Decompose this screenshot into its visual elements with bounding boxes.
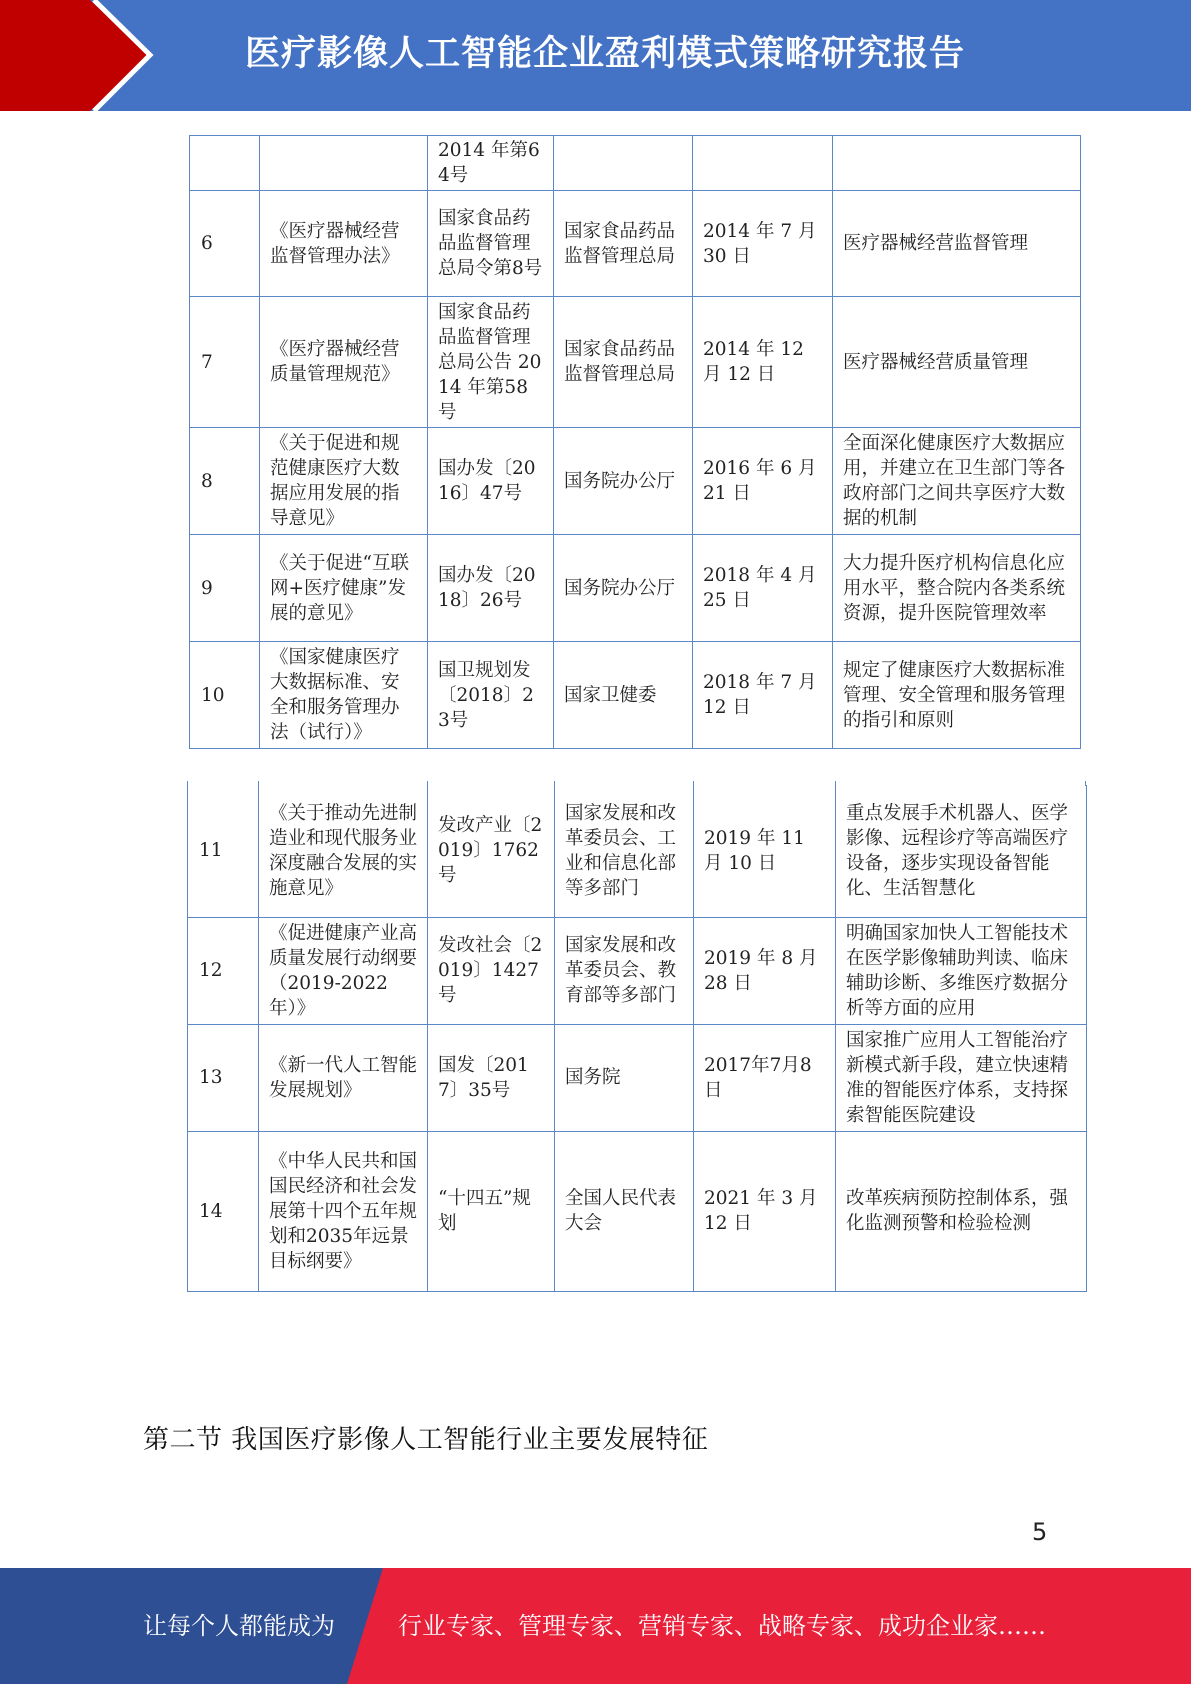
cell-main-content: 全面深化健康医疗大数据应用，并建立在卫生部门等各政府部门之间共享医疗大数据的机制 [833,428,1081,535]
cell-issue-date: 2018 年 4 月 25 日 [693,535,833,642]
cell-main-content: 大力提升医疗机构信息化应用水平，整合院内各类系统资源，提升医院管理效率 [833,535,1081,642]
cell-main-content: 医疗器械经营质量管理 [833,297,1081,428]
table-row [188,1131,1087,1291]
table-row [190,642,1081,749]
cell-issuing-authority: 国家食品药品监督管理总局 [554,191,693,297]
cell-row-number: 9 [190,535,260,642]
cell-row-number: 12 [188,917,259,1024]
report-title: 医疗影像人工智能企业盈利模式策略研究报告 [245,34,966,74]
cell-issue-date: 2014 年 7 月 30 日 [693,191,833,297]
footer-banner [0,1568,1191,1684]
footer-slogan-right: 行业专家、管理专家、营销专家、战略专家、成功企业家…… [398,1612,1046,1640]
cell-policy-name: 《关于推动先进制造业和现代服务业深度融合发展的实施意见》 [259,785,428,917]
cell-row-number: 7 [190,297,260,428]
cell-policy-name: 《关于促进“互联网+医疗健康”发展的意见》 [260,535,428,642]
cell-document-number: “十四五”规划 [428,1131,555,1291]
cell-issuing-authority: 国家食品药品监督管理总局 [554,297,693,428]
cell-main-content: 医疗器械经营监督管理 [833,191,1081,297]
table-row [190,136,1081,191]
cell-issue-date: 2017年7月8日 [694,1024,836,1131]
cell-document-number: 国办发〔2018〕26号 [428,535,554,642]
cell-row-number: 8 [190,428,260,535]
cell-document-number: 发改产业〔2019〕1762号 [428,785,555,917]
policy-table-part-1 [189,135,1081,749]
cell-policy-name: 《新一代人工智能发展规划》 [259,1024,428,1131]
header-arrow-red [0,0,150,111]
cell-main-content [833,136,1081,191]
cell-row-number: 14 [188,1131,259,1291]
cell-policy-name: 《国家健康医疗大数据标准、安全和服务管理办法（试行）》 [260,642,428,749]
cell-issue-date: 2016 年 6 月 21 日 [693,428,833,535]
cell-document-number: 国家食品药品监督管理总局令第8号 [428,191,554,297]
table-row [190,428,1081,535]
cell-issue-date [693,136,833,191]
policy-table-part-2 [187,785,1087,1292]
cell-row-number: 13 [188,1024,259,1131]
cell-issuing-authority: 国家发展和改革委员会、教育部等多部门 [555,917,694,1024]
cell-issuing-authority: 国家发展和改革委员会、工业和信息化部等多部门 [555,785,694,917]
table-row [188,1024,1087,1131]
cell-issue-date: 2019 年 11 月 10 日 [694,785,836,917]
cell-document-number: 2014 年第64号 [428,136,554,191]
section-heading: 第二节 我国医疗影像人工智能行业主要发展特征 [143,1425,709,1455]
cell-issue-date: 2021 年 3 月 12 日 [694,1131,836,1291]
cell-issuing-authority: 国务院办公厅 [554,428,693,535]
cell-main-content: 明确国家加快人工智能技术在医学影像辅助判读、临床辅助诊断、多维医疗数据分析等方面的应用 [836,917,1087,1024]
cell-main-content: 改革疾病预防控制体系，强化监测预警和检验检测 [836,1131,1087,1291]
cell-issue-date: 2014 年 12 月 12 日 [693,297,833,428]
cell-main-content: 国家推广应用人工智能治疗新模式新手段，建立快速精准的智能医疗体系，支持探索智能医院建设 [836,1024,1087,1131]
cell-document-number: 国发〔2017〕35号 [428,1024,555,1131]
table-row [190,297,1081,428]
cell-issuing-authority: 国务院办公厅 [554,535,693,642]
cell-issuing-authority: 国务院 [555,1024,694,1131]
cell-issuing-authority: 国家卫健委 [554,642,693,749]
cell-issue-date: 2018 年 7 月 12 日 [693,642,833,749]
header-banner [0,0,1191,111]
cell-policy-name: 《关于促进和规范健康医疗大数据应用发展的指导意见》 [260,428,428,535]
cell-document-number: 国办发〔2016〕47号 [428,428,554,535]
cell-row-number: 6 [190,191,260,297]
cell-document-number: 国家食品药品监督管理总局公告 2014 年第58号 [428,297,554,428]
page-number: 5 [1032,1518,1048,1546]
cell-row-number: 10 [190,642,260,749]
cell-policy-name: 《医疗器械经营监督管理办法》 [260,191,428,297]
cell-policy-name [260,136,428,191]
table-row [190,535,1081,642]
cell-policy-name: 《促进健康产业高质量发展行动纲要（2019-2022年）》 [259,917,428,1024]
cell-issue-date: 2019 年 8 月 28 日 [694,917,836,1024]
cell-row-number: 11 [188,785,259,917]
cell-document-number: 发改社会〔2019〕1427号 [428,917,555,1024]
cell-row-number [190,136,260,191]
cell-policy-name: 《医疗器械经营质量管理规范》 [260,297,428,428]
footer-slogan-left: 让每个人都能成为 [143,1612,335,1640]
cell-main-content: 重点发展手术机器人、医学影像、远程诊疗等高端医疗设备，逐步实现设备智能化、生活智慧化 [836,785,1087,917]
table-row [190,191,1081,297]
cell-policy-name: 《中华人民共和国国民经济和社会发展第十四个五年规划和2035年远景目标纲要》 [259,1131,428,1291]
table-row [188,785,1087,917]
table-row [188,917,1087,1024]
cell-issuing-authority [554,136,693,191]
cell-issuing-authority: 全国人民代表大会 [555,1131,694,1291]
cell-main-content: 规定了健康医疗大数据标准管理、安全管理和服务管理的指引和原则 [833,642,1081,749]
cell-document-number: 国卫规划发〔2018〕23号 [428,642,554,749]
